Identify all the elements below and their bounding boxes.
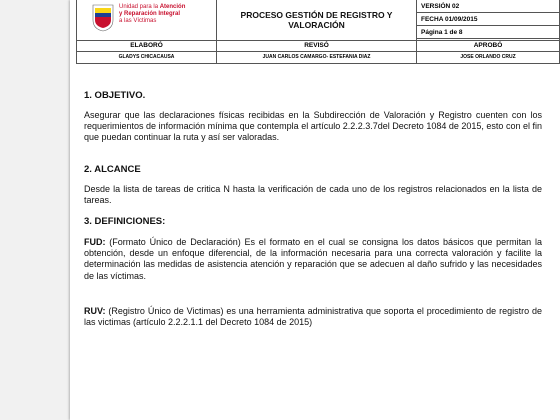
elaboro-header: ELABORÓ — [77, 41, 217, 51]
ruv-term: RUV: — [84, 306, 106, 316]
aprobo-header: APROBÓ — [473, 42, 503, 49]
version-label: VERSIÓN 02 — [417, 0, 560, 13]
reviso-header: REVISÓ — [217, 41, 417, 51]
date-label: FECHA 01/09/2015 — [417, 13, 560, 26]
section-heading-definiciones: 3. DEFINICIONES: — [84, 216, 166, 227]
alcance-paragraph: Desde la lista de tareas de critica N hasta la verificación de cada uno de los registros relacionados en la lista de tareas. — [84, 184, 542, 206]
document-title-cell — [217, 0, 417, 40]
elaboro-name: GLADYS CHICACAUSA — [77, 52, 217, 63]
fud-definition — [84, 237, 542, 282]
document-header-table — [76, 0, 560, 64]
signature-names-row — [77, 51, 560, 63]
section-heading-alcance: 2. ALCANCE — [84, 164, 141, 175]
ruv-definition — [84, 306, 542, 328]
fud-term: FUD: — [84, 237, 106, 247]
aprobo-name: JOSE ORLANDO CRUZ — [460, 54, 516, 60]
page-number-label: Página 1 de 8 — [417, 26, 560, 39]
logo-text: Unidad para la Atención y Reparación Integral a las Víctimas — [119, 4, 186, 24]
ruv-text: (Registro Único de Victimas) es una herramienta administrativa que soporta el procedimiento de registro de las victimas (artículo 2.2.2.1.1 del Decreto 1084 de 2015) — [84, 306, 542, 328]
fud-text: (Formato Único de Declaración) Es el formato en el cual se consigna los datos básicos que permitan la obtención, desde un enfoque diferencial, de la información necesaria para una correcta valoración y facilite la determinación las medidas de asistencia atención y reparación que se adecuen al daño sufrido y las necesidades de las víctimas. — [84, 237, 542, 281]
colombia-flag-shield-icon — [92, 4, 114, 32]
reviso-name: JUAN CARLOS CAMARGO- ESTEFANIA DIAZ — [217, 52, 417, 63]
document-page — [70, 0, 560, 420]
signature-header-row — [77, 40, 560, 51]
document-title: PROCESO GESTIÓN DE REGISTRO Y VALORACIÓN — [240, 10, 393, 30]
objetivo-paragraph: Asegurar que las declaraciones físicas recibidas en la Subdirección de Valoración y Registro cuenten con los requerimientos de información mínima que contempla el artículo 2.2.2.3.7del Decreto 1084 de 2015, esto con el fin que puedan continuar la ruta y así ser valoradas. — [84, 110, 542, 143]
section-heading-objetivo: 1. OBJETIVO. — [84, 90, 146, 101]
document-meta-cell — [417, 0, 560, 40]
logo-cell — [77, 0, 217, 40]
